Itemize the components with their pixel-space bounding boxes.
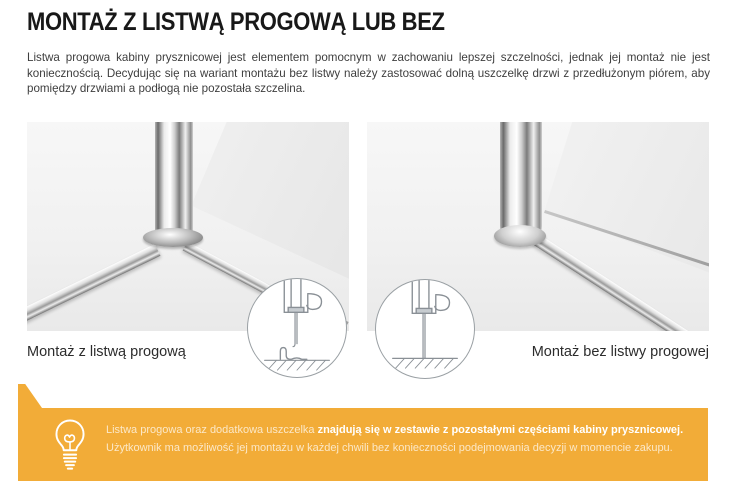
ribbon-fold-tab	[18, 384, 42, 408]
cross-section-without-strip-diagram	[375, 279, 475, 379]
caption-with-strip: Montaż z listwą progową	[27, 344, 186, 360]
door-hinge-pillar	[155, 122, 193, 240]
tip-text	[106, 422, 686, 457]
threshold-strip	[27, 244, 160, 322]
tip-text-regular: Listwa progowa oraz dodatkowa uszczelka	[106, 424, 315, 436]
caption-without-strip: Montaż bez listwy progowej	[531, 344, 709, 360]
without-strip-drawing-icon	[376, 280, 474, 378]
page-title: MONTAŻ Z LISTWĄ PROGOWĄ LUB BEZ	[27, 8, 445, 36]
with-strip-drawing-icon	[248, 279, 346, 377]
hinge-knuckle	[143, 228, 203, 247]
pillar-foot-cap	[494, 225, 546, 247]
door-hinge-pillar	[500, 122, 542, 240]
cross-section-with-strip-diagram	[247, 278, 347, 378]
intro-paragraph: Listwa progowa kabiny prysznicowej jest elementem pomocnym w zachowaniu lepszej szczelności, jednak jej montaż nie jest koniecznością. Decydując się na wariant montażu bez listwy należy zastosować dolną uszczelkę drzwi z przedłużonym piórem, aby pomiędzy drzwiami a podłogą nie pozostała szczelina.	[27, 51, 710, 95]
tip-text-second-line: Użytkownik ma możliwość jej montażu w każdej chwili bez konieczności podejmowania decyzji w momencie zakupu.	[106, 441, 673, 454]
tip-banner	[18, 408, 708, 481]
tip-text-bold: znajdują się w zestawie z pozostałymi częściami kabiny prysznicowej.	[317, 424, 684, 436]
lightbulb-icon	[48, 417, 92, 473]
